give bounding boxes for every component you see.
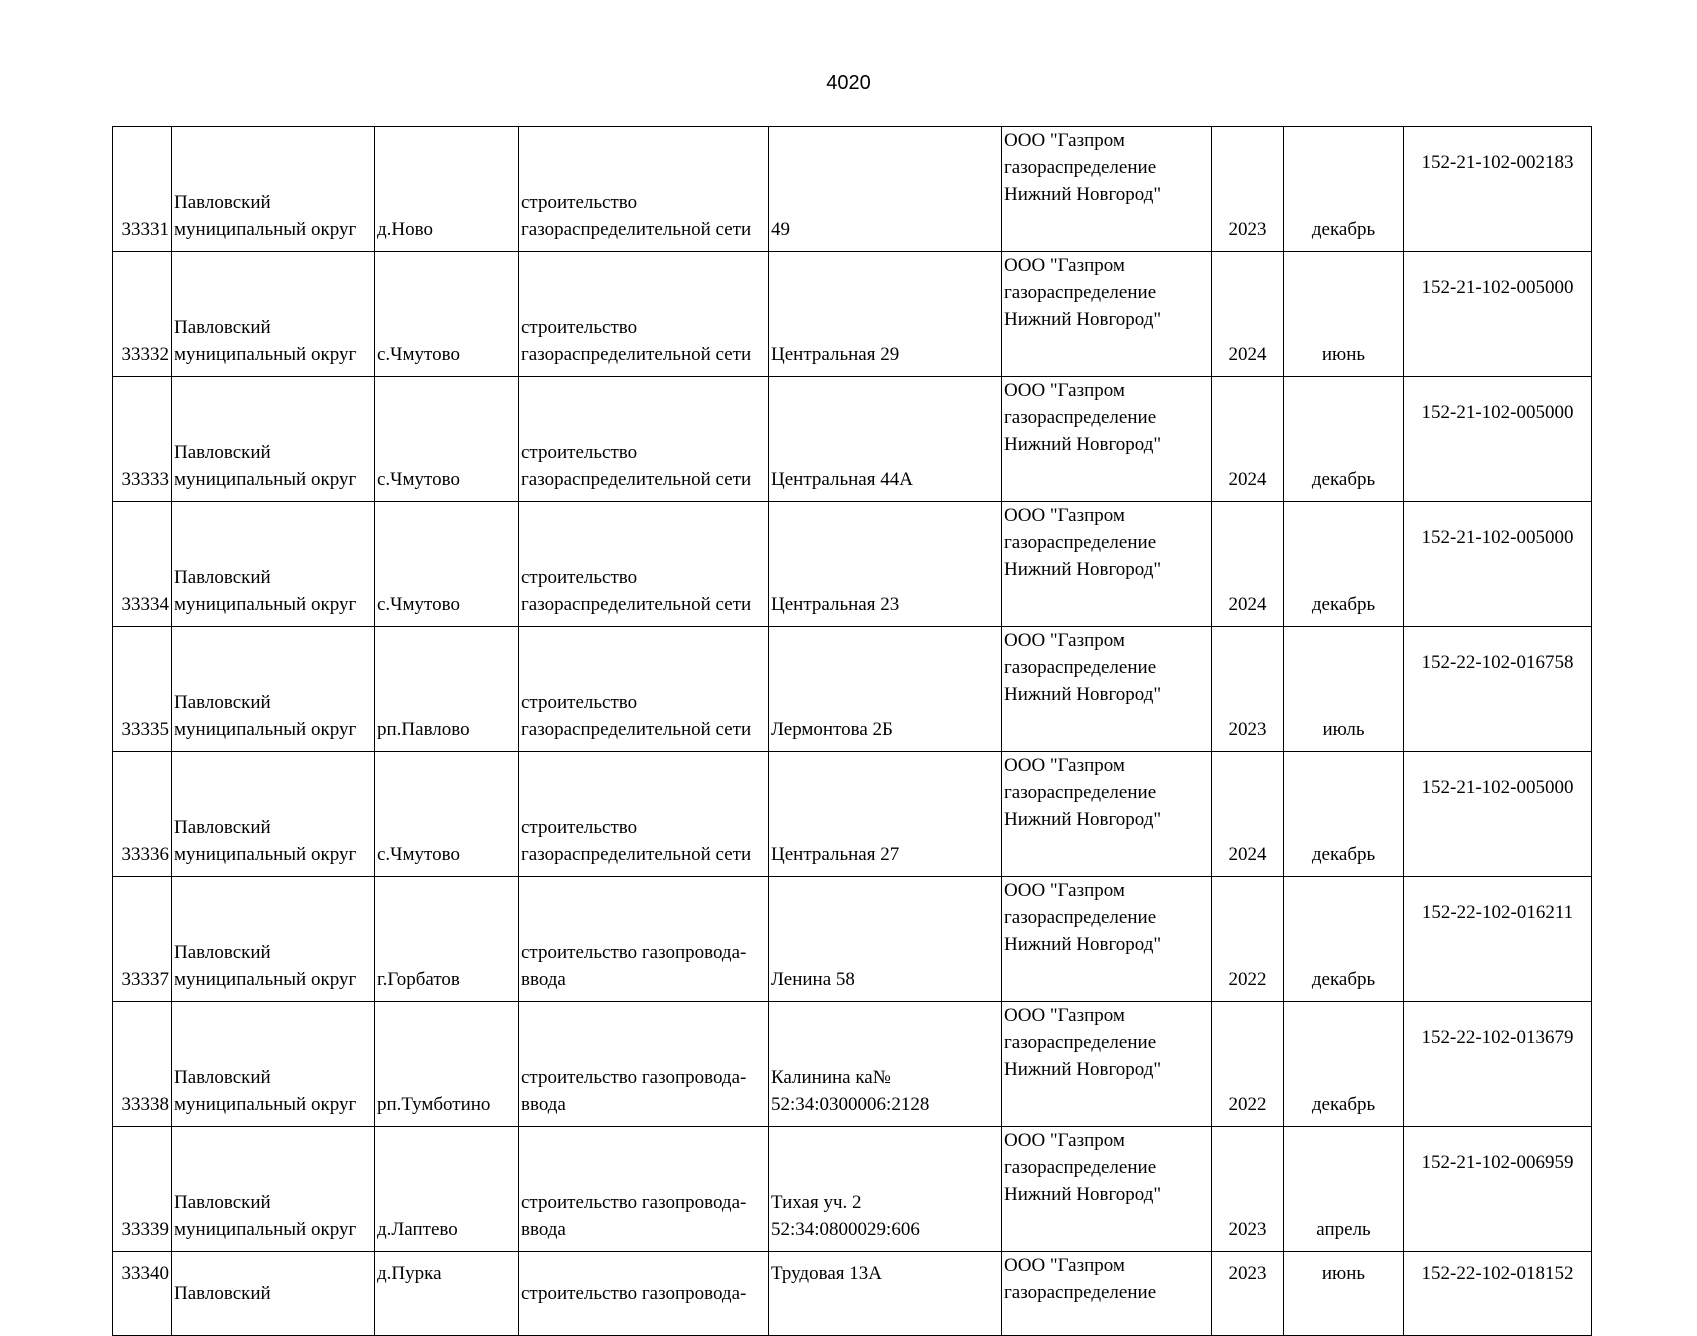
organization-line: ООО "Газпром	[1004, 505, 1125, 526]
row-id: 33338	[113, 1002, 172, 1127]
work-type	[519, 877, 769, 1002]
district	[172, 127, 375, 252]
organization-line: газораспределение	[1004, 657, 1157, 678]
district	[172, 1127, 375, 1252]
table-row	[113, 627, 1592, 752]
organization	[1002, 1252, 1212, 1336]
work-type-line: газораспределительной сети	[521, 594, 752, 615]
organization-line: газораспределение	[1004, 282, 1157, 303]
settlement: с.Чмутово	[375, 252, 519, 377]
registration-code: 152-21-102-005000	[1404, 502, 1592, 627]
settlement: д.Лаптево	[375, 1127, 519, 1252]
work-type-line: строительство	[521, 317, 638, 338]
address	[769, 627, 1002, 752]
work-type	[519, 377, 769, 502]
work-type	[519, 1127, 769, 1252]
district-line: Павловский	[174, 1192, 271, 1213]
organization-line: Нижний Новгород"	[1004, 434, 1162, 455]
table-row-last	[113, 1252, 1592, 1336]
year: 2023	[1212, 127, 1284, 252]
address-line: Лермонтова 2Б	[771, 719, 893, 740]
address	[769, 1127, 1002, 1252]
work-type	[519, 252, 769, 377]
district-line: Павловский	[174, 692, 271, 713]
month: декабрь	[1284, 752, 1404, 877]
district-line: муниципальный округ	[174, 969, 357, 990]
district: Павловский	[172, 1252, 375, 1336]
work-type-line: строительство	[521, 692, 638, 713]
district-line: Павловский	[174, 567, 271, 588]
table-row	[113, 252, 1592, 377]
organization-line: газораспределение	[1004, 1032, 1157, 1053]
organization	[1002, 877, 1212, 1002]
settlement: д.Ново	[375, 127, 519, 252]
settlement: рп.Павлово	[375, 627, 519, 752]
work-type-line: газораспределительной сети	[521, 219, 752, 240]
organization-line: Нижний Новгород"	[1004, 184, 1162, 205]
table-row	[113, 502, 1592, 627]
table-row	[113, 377, 1592, 502]
district	[172, 377, 375, 502]
address-line: 52:34:0300006:2128	[771, 1094, 930, 1115]
year: 2024	[1212, 502, 1284, 627]
address	[769, 1002, 1002, 1127]
organization	[1002, 502, 1212, 627]
district-line: муниципальный округ	[174, 594, 357, 615]
settlement: рп.Тумботино	[375, 1002, 519, 1127]
district-line: Павловский	[174, 817, 271, 838]
organization-line: Нижний Новгород"	[1004, 934, 1162, 955]
district-line: муниципальный округ	[174, 219, 357, 240]
address	[769, 502, 1002, 627]
year: 2023	[1212, 1127, 1284, 1252]
organization-line: газораспределение	[1004, 407, 1157, 428]
work-type-line: строительство	[521, 567, 638, 588]
month: декабрь	[1284, 502, 1404, 627]
settlement: с.Чмутово	[375, 377, 519, 502]
organization	[1002, 252, 1212, 377]
work-type-line: строительство	[521, 817, 638, 838]
settlement: с.Чмутово	[375, 502, 519, 627]
district	[172, 752, 375, 877]
address-line: Центральная 23	[771, 594, 900, 615]
work-type-line: ввода	[521, 969, 566, 990]
address-line: 52:34:0800029:606	[771, 1219, 920, 1240]
district-line: муниципальный округ	[174, 469, 357, 490]
work-type-line: строительство	[521, 192, 638, 213]
work-type-line: строительство газопровода-	[521, 942, 747, 963]
row-id: 33335	[113, 627, 172, 752]
registration-code: 152-22-102-013679	[1404, 1002, 1592, 1127]
organization	[1002, 752, 1212, 877]
work-type	[519, 752, 769, 877]
organization-line: Нижний Новгород"	[1004, 1184, 1162, 1205]
address-line: Центральная 44А	[771, 469, 913, 490]
row-id: 33334	[113, 502, 172, 627]
organization-line: ООО "Газпром	[1004, 630, 1125, 651]
address-line: Центральная 29	[771, 344, 900, 365]
work-type-line: ввода	[521, 1219, 566, 1240]
organization-line: ООО "Газпром	[1004, 130, 1125, 151]
row-id: 33331	[113, 127, 172, 252]
organization-line: ООО "Газпром	[1004, 755, 1125, 776]
month: апрель	[1284, 1127, 1404, 1252]
table-row	[113, 127, 1592, 252]
district	[172, 877, 375, 1002]
organization	[1002, 127, 1212, 252]
settlement: г.Горбатов	[375, 877, 519, 1002]
organization-line: газораспределение	[1004, 1282, 1157, 1303]
district	[172, 502, 375, 627]
work-type-line: строительство газопровода-	[521, 1067, 747, 1088]
row-id: 33333	[113, 377, 172, 502]
organization-line: газораспределение	[1004, 782, 1157, 803]
district	[172, 252, 375, 377]
work-type-line: строительство	[521, 442, 638, 463]
district-line: Павловский	[174, 317, 271, 338]
registration-code: 152-22-102-016758	[1404, 627, 1592, 752]
year: 2023	[1212, 627, 1284, 752]
registration-code: 152-21-102-005000	[1404, 752, 1592, 877]
address	[769, 877, 1002, 1002]
month: июль	[1284, 627, 1404, 752]
organization-line: ООО "Газпром	[1004, 255, 1125, 276]
organization-line: газораспределение	[1004, 532, 1157, 553]
organization-line: ООО "Газпром	[1004, 1255, 1125, 1276]
year: 2023	[1212, 1252, 1284, 1336]
row-id: 33337	[113, 877, 172, 1002]
work-type	[519, 1002, 769, 1127]
organization	[1002, 1127, 1212, 1252]
district	[172, 1002, 375, 1127]
organization-line: Нижний Новгород"	[1004, 809, 1162, 830]
registration-code: 152-21-102-005000	[1404, 377, 1592, 502]
district-line: Павловский	[174, 1067, 271, 1088]
row-id: 33340	[113, 1252, 172, 1336]
year: 2024	[1212, 752, 1284, 877]
work-type	[519, 127, 769, 252]
organization-line: газораспределение	[1004, 157, 1157, 178]
table-row	[113, 1127, 1592, 1252]
address	[769, 752, 1002, 877]
page-number: 4020	[826, 72, 871, 94]
organization	[1002, 627, 1212, 752]
row-id: 33332	[113, 252, 172, 377]
address	[769, 127, 1002, 252]
work-type-line: газораспределительной сети	[521, 469, 752, 490]
row-id: 33336	[113, 752, 172, 877]
work-type-line: газораспределительной сети	[521, 719, 752, 740]
table-row	[113, 1002, 1592, 1127]
registration-code: 152-21-102-002183	[1404, 127, 1592, 252]
year: 2022	[1212, 877, 1284, 1002]
month: декабрь	[1284, 1002, 1404, 1127]
month: декабрь	[1284, 127, 1404, 252]
month: декабрь	[1284, 377, 1404, 502]
table-body	[113, 127, 1592, 1336]
organization-line: ООО "Газпром	[1004, 880, 1125, 901]
work-type	[519, 502, 769, 627]
year: 2022	[1212, 1002, 1284, 1127]
organization-line: Нижний Новгород"	[1004, 559, 1162, 580]
work-type-line: газораспределительной сети	[521, 844, 752, 865]
address-line: 49	[771, 219, 790, 240]
organization-line: ООО "Газпром	[1004, 1130, 1125, 1151]
organization	[1002, 1002, 1212, 1127]
organization-line: Нижний Новгород"	[1004, 684, 1162, 705]
work-type-line: газораспределительной сети	[521, 344, 752, 365]
year: 2024	[1212, 252, 1284, 377]
district-line: муниципальный округ	[174, 1219, 357, 1240]
district-line: Павловский	[174, 192, 271, 213]
gas-connection-registry-table	[112, 126, 1592, 1336]
registration-code: 152-21-102-005000	[1404, 252, 1592, 377]
district-line: муниципальный округ	[174, 344, 357, 365]
address-line: Центральная 27	[771, 844, 900, 865]
district-line: муниципальный округ	[174, 1094, 357, 1115]
address-line: Ленина 58	[771, 969, 855, 990]
work-type	[519, 627, 769, 752]
month: июнь	[1284, 252, 1404, 377]
year: 2024	[1212, 377, 1284, 502]
address-line: Тихая уч. 2	[771, 1192, 862, 1213]
district-line: Павловский	[174, 442, 271, 463]
month: декабрь	[1284, 877, 1404, 1002]
settlement: д.Пурка	[375, 1252, 519, 1336]
month: июнь	[1284, 1252, 1404, 1336]
organization-line: ООО "Газпром	[1004, 380, 1125, 401]
organization-line: ООО "Газпром	[1004, 1005, 1125, 1026]
work-type: строительство газопровода-	[519, 1252, 769, 1336]
registration-code: 152-22-102-018152	[1404, 1252, 1592, 1336]
work-type-line: ввода	[521, 1094, 566, 1115]
organization-line: Нижний Новгород"	[1004, 309, 1162, 330]
address	[769, 252, 1002, 377]
organization	[1002, 377, 1212, 502]
registration-code: 152-22-102-016211	[1404, 877, 1592, 1002]
table-row	[113, 752, 1592, 877]
district-line: муниципальный округ	[174, 844, 357, 865]
district-line: муниципальный округ	[174, 719, 357, 740]
table-row	[113, 877, 1592, 1002]
district-line: Павловский	[174, 942, 271, 963]
address	[769, 377, 1002, 502]
organization-line: Нижний Новгород"	[1004, 1059, 1162, 1080]
organization-line: газораспределение	[1004, 1157, 1157, 1178]
organization-line: газораспределение	[1004, 907, 1157, 928]
district	[172, 627, 375, 752]
row-id: 33339	[113, 1127, 172, 1252]
settlement: с.Чмутово	[375, 752, 519, 877]
address-line: Калинина ка№	[771, 1067, 891, 1088]
address: Трудовая 13А	[769, 1252, 1002, 1336]
registration-code: 152-21-102-006959	[1404, 1127, 1592, 1252]
work-type-line: строительство газопровода-	[521, 1192, 747, 1213]
